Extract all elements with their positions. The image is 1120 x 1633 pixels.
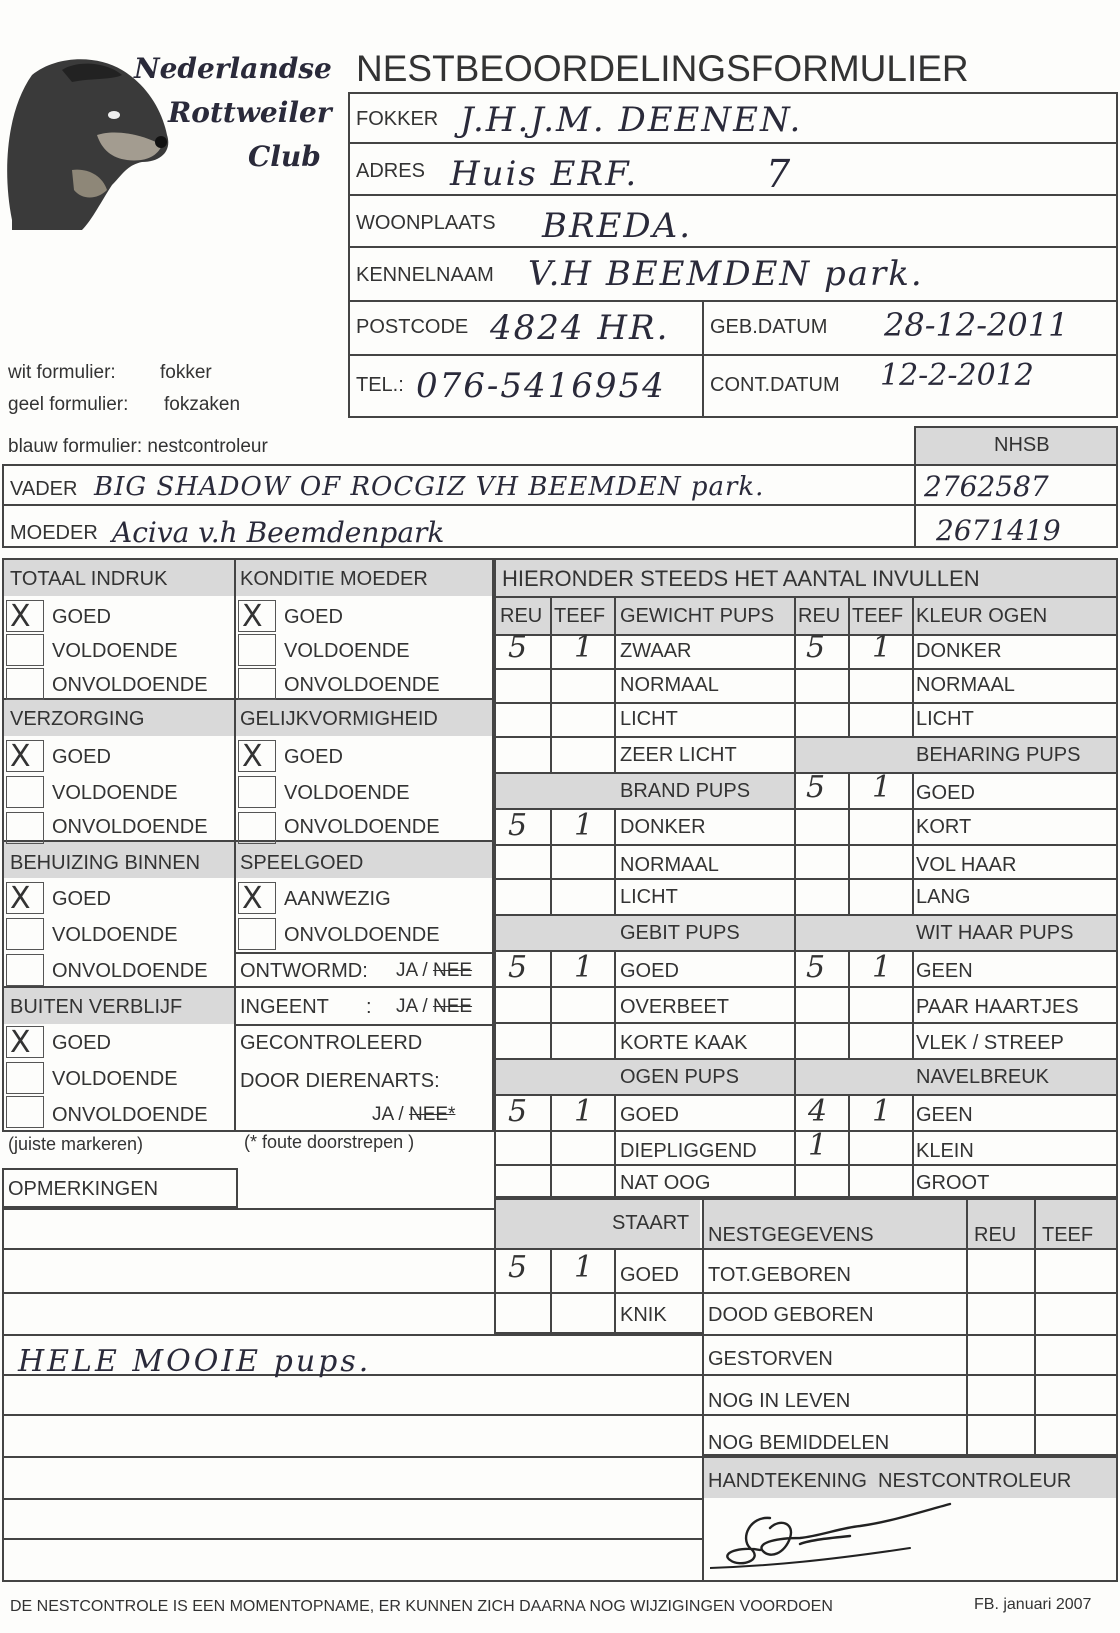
navelbreuk-title: NAVELBREUK (916, 1066, 1050, 1088)
gebit-goed: GOED (620, 960, 679, 982)
gecontroleerd-line2: DOOR DIERENARTS: (240, 1070, 440, 1092)
gelijkvormigheid-goed: GOED (284, 746, 343, 768)
footer-version: FB. januari 2007 (974, 1596, 1092, 1613)
wit-haar-paar-haartjes: PAAR HAARTJES (916, 996, 1079, 1018)
gelijkvormigheid-onvoldoende: ONVOLDOENDE (284, 816, 440, 838)
totaal-indruk-title: TOTAAL INDRUK (10, 568, 168, 590)
brand-teef-value[interactable]: 1 (574, 808, 594, 843)
handtekening-label: HANDTEKENING NESTCONTROLEUR (708, 1470, 1072, 1492)
kleur-ogen-teef-value[interactable]: 1 (872, 630, 892, 665)
brand-normaal: NORMAAL (620, 854, 719, 876)
adres-number: 7 (766, 152, 791, 196)
brand-licht: LICHT (620, 886, 678, 908)
nest-row-nog-in-leven: NOG IN LEVEN (708, 1390, 851, 1412)
totaal-indruk-voldoende: VOLDOENDE (52, 640, 178, 662)
verzorging-voldoende: VOLDOENDE (52, 782, 178, 804)
ontwormd-answer[interactable] (396, 960, 472, 982)
kleur-teef-header: TEEF (852, 605, 904, 627)
foute-doorstrepen-note: (* foute doorstrepen ) (244, 1132, 415, 1152)
wit-haar-title: WIT HAAR PUPS (916, 922, 1074, 944)
fokker-value: J.H.J.M. DEENEN. (460, 100, 803, 140)
postcode-value: 4824 HR. (490, 308, 670, 348)
beharing-reu-value[interactable]: 5 (806, 770, 826, 805)
form-title: NESTBEOORDELINGSFORMULIER (356, 48, 969, 89)
wit-haar-reu-value[interactable]: 5 (806, 950, 826, 985)
beharing-kort: KORT (916, 816, 972, 838)
ogen-title: OGEN PUPS (620, 1066, 739, 1088)
blauw-text: blauw formulier: nestcontroleur (8, 436, 268, 457)
navelbreuk-teef-value[interactable]: 1 (872, 1094, 892, 1129)
behuizing-binnen-title: BEHUIZING BINNEN (10, 852, 201, 874)
vader-value: BIG SHADOW OF ROCGIZ VH BEEMDEN park. (94, 472, 765, 502)
staart-goed: GOED (620, 1264, 679, 1286)
nestgegevens-reu-header: REU (974, 1224, 1017, 1246)
behuizing-binnen-voldoende: VOLDOENDE (52, 924, 178, 946)
ingeent-nee: NEE (432, 996, 473, 1017)
adres-value: Huis ERF. (450, 154, 639, 194)
gewicht-zeer-licht: ZEER LICHT (620, 744, 737, 766)
konditie-moeder-voldoende: VOLDOENDE (284, 640, 410, 662)
staart-knik: KNIK (620, 1304, 667, 1326)
gecontroleerd-answer[interactable] (372, 1104, 455, 1126)
totaal-indruk-goed: GOED (52, 606, 111, 628)
staart-teef-value[interactable]: 1 (574, 1250, 594, 1285)
nest-row-gestorven: GESTORVEN (708, 1348, 833, 1370)
brand-donker: DONKER (620, 816, 706, 838)
kleur-ogen-licht: LICHT (916, 708, 974, 730)
ontwormd-nee: NEE (432, 960, 473, 981)
navelbreuk-reu2-value[interactable]: 1 (808, 1128, 828, 1163)
buiten-verblijf-goed: GOED (52, 1032, 111, 1054)
ontwormd-ja: JA / (396, 960, 428, 981)
wit-haar-geen: GEEN (916, 960, 973, 982)
ingeent-ja: JA / (396, 996, 428, 1017)
kleur-ogen-reu-value[interactable]: 5 (806, 630, 826, 665)
moeder-value: Aciva v.h Beemdenpark (112, 516, 445, 549)
buiten-verblijf-voldoende: VOLDOENDE (52, 1068, 178, 1090)
fokker-label: FOKKER (356, 108, 439, 130)
gecontroleerd-nee: NEE* (408, 1104, 456, 1125)
gebit-korte-kaak: KORTE KAAK (620, 1032, 748, 1054)
buiten-verblijf-onvoldoende: ONVOLDOENDE (52, 1104, 208, 1126)
woonplaats-label: WOONPLAATS (356, 212, 496, 234)
postcode-label: POSTCODE (356, 316, 469, 338)
opmerkingen-text[interactable]: HELE MOOIE pups. (18, 1344, 372, 1379)
nestgegevens-teef-header: TEEF (1042, 1224, 1094, 1246)
kleur-ogen-normaal: NORMAAL (916, 674, 1015, 696)
adres-label: ADRES (356, 160, 425, 182)
ogen-goed: GOED (620, 1104, 679, 1126)
speelgoed-onvoldoende: ONVOLDOENDE (284, 924, 440, 946)
gecontroleerd-line1: GECONTROLEERD (240, 1032, 423, 1054)
footer-note: DE NESTCONTROLE IS EEN MOMENTOPNAME, ER KUNNEN ZICH DAARNA NOG WIJZIGINGEN VOORDOEN (10, 1598, 833, 1615)
gebit-reu-value[interactable]: 5 (508, 950, 528, 985)
beharing-teef-value[interactable]: 1 (872, 770, 892, 805)
juiste-markeren-note: (juiste markeren) (8, 1134, 144, 1154)
behuizing-binnen-mark[interactable]: X (10, 881, 31, 916)
staart-title: STAART (612, 1212, 690, 1234)
konditie-moeder-onvoldoende: ONVOLDOENDE (284, 674, 440, 696)
konditie-moeder-title: KONDITIE MOEDER (240, 568, 428, 590)
beharing-lang: LANG (916, 886, 971, 908)
wit-label: wit formulier: (8, 362, 116, 383)
nest-row-tot-geboren: TOT.GEBOREN (708, 1264, 851, 1286)
gewicht-teef-value[interactable]: 1 (574, 630, 594, 665)
ontwormd-label: ONTWORMD: (240, 960, 368, 982)
gelijkvormigheid-title: GELIJKVORMIGHEID (240, 708, 438, 730)
verzorging-goed: GOED (52, 746, 111, 768)
gewicht-zwaar: ZWAAR (620, 640, 692, 662)
wit-haar-teef-value[interactable]: 1 (872, 950, 892, 985)
ogen-reu-value[interactable]: 5 (508, 1094, 528, 1129)
moeder-nhsb: 2671419 (936, 514, 1061, 547)
club-name-line3: Club (248, 140, 321, 173)
gelijkvormigheid-voldoende: VOLDOENDE (284, 782, 410, 804)
contdatum-label: CONT.DATUM (710, 374, 840, 396)
verzorging-title: VERZORGING (10, 708, 145, 730)
right-header: HIERONDER STEEDS HET AANTAL INVULLEN (502, 566, 980, 591)
navelbreuk-groot: GROOT (916, 1172, 990, 1194)
buiten-verblijf-title: BUITEN VERBLIJF (10, 996, 183, 1018)
club-logo (2, 50, 332, 230)
signature-icon (710, 1498, 970, 1578)
nhsb-label: NHSB (994, 434, 1050, 456)
gelijkvormigheid-mark[interactable]: X (242, 739, 263, 774)
gebit-teef-value[interactable]: 1 (574, 950, 594, 985)
contdatum-value: 12-2-2012 (880, 358, 1034, 393)
moeder-label: MOEDER (10, 522, 98, 544)
ingeent-label: INGEENT (240, 996, 329, 1018)
konditie-moeder-goed: GOED (284, 606, 343, 628)
beharing-title: BEHARING PUPS (916, 744, 1081, 766)
nestgegevens-title: NESTGEGEVENS (708, 1224, 874, 1246)
staart-reu-value[interactable]: 5 (508, 1250, 528, 1285)
gebdatum-value: 28-12-2011 (884, 306, 1069, 344)
behuizing-binnen-onvoldoende: ONVOLDOENDE (52, 960, 208, 982)
navelbreuk-klein: KLEIN (916, 1140, 974, 1162)
gewicht-title: GEWICHT PUPS (620, 605, 775, 627)
verzorging-onvoldoende: ONVOLDOENDE (52, 816, 208, 838)
woonplaats-value: BREDA. (542, 206, 693, 246)
totaal-indruk-mark[interactable]: X (10, 599, 31, 634)
gewicht-reu-value[interactable]: 5 (508, 630, 528, 665)
navelbreuk-reu-value[interactable]: 4 (808, 1094, 828, 1129)
gewicht-licht: LICHT (620, 708, 678, 730)
verzorging-mark[interactable]: X (10, 739, 31, 774)
opmerkingen-label: OPMERKINGEN (8, 1178, 159, 1200)
ogen-diepliggend: DIEPLIGGEND (620, 1140, 757, 1162)
nest-row-dood-geboren: DOOD GEBOREN (708, 1304, 874, 1326)
ingeent-answer[interactable] (396, 996, 472, 1018)
totaal-indruk-onvoldoende: ONVOLDOENDE (52, 674, 208, 696)
gecontroleerd-ja: JA / (372, 1104, 404, 1125)
vader-nhsb: 2762587 (924, 470, 1049, 503)
kennelnaam-value: V.H BEEMDEN park. (528, 254, 924, 294)
kleur-ogen-donker: DONKER (916, 640, 1002, 662)
wit-haar-vlek-streep: VLEK / STREEP (916, 1032, 1064, 1054)
navelbreuk-geen: GEEN (916, 1104, 973, 1126)
kennelnaam-label: KENNELNAAM (356, 264, 494, 286)
brand-title: BRAND PUPS (620, 780, 751, 802)
buiten-verblijf-mark[interactable]: X (10, 1025, 31, 1060)
beharing-vol-haar: VOL HAAR (916, 854, 1017, 876)
gebit-overbeet: OVERBEET (620, 996, 729, 1018)
brand-reu-value[interactable]: 5 (508, 808, 528, 843)
wit-value: fokker (160, 362, 212, 383)
gewicht-reu-header: REU (500, 605, 543, 627)
gewicht-teef-header: TEEF (554, 605, 606, 627)
behuizing-binnen-goed: GOED (52, 888, 111, 910)
gewicht-normaal: NORMAAL (620, 674, 719, 696)
speelgoed-aanwezig: AANWEZIG (284, 888, 391, 910)
nest-row-nog-bemiddelen: NOG BEMIDDELEN (708, 1432, 890, 1454)
ogen-teef-value[interactable]: 1 (574, 1094, 594, 1129)
kleur-ogen-title: KLEUR OGEN (916, 605, 1048, 627)
ingeent-colon: : (366, 996, 372, 1018)
ogen-nat-oog: NAT OOG (620, 1172, 711, 1194)
club-name-line1: Nederlandse (134, 52, 332, 85)
speelgoed-title: SPEELGOED (240, 852, 364, 874)
speelgoed-mark[interactable]: X (242, 881, 263, 916)
geel-value: fokzaken (164, 394, 241, 415)
geel-label: geel formulier: (8, 394, 129, 415)
konditie-moeder-mark[interactable]: X (242, 599, 263, 634)
kleur-reu-header: REU (798, 605, 841, 627)
club-name-line2: Rottweiler (168, 96, 332, 129)
tel-label: TEL.: (356, 374, 404, 396)
beharing-goed: GOED (916, 782, 975, 804)
tel-value: 076-5416954 (416, 366, 666, 406)
vader-label: VADER (10, 478, 78, 500)
gebdatum-label: GEB.DATUM (710, 316, 828, 338)
gebit-title: GEBIT PUPS (620, 922, 740, 944)
